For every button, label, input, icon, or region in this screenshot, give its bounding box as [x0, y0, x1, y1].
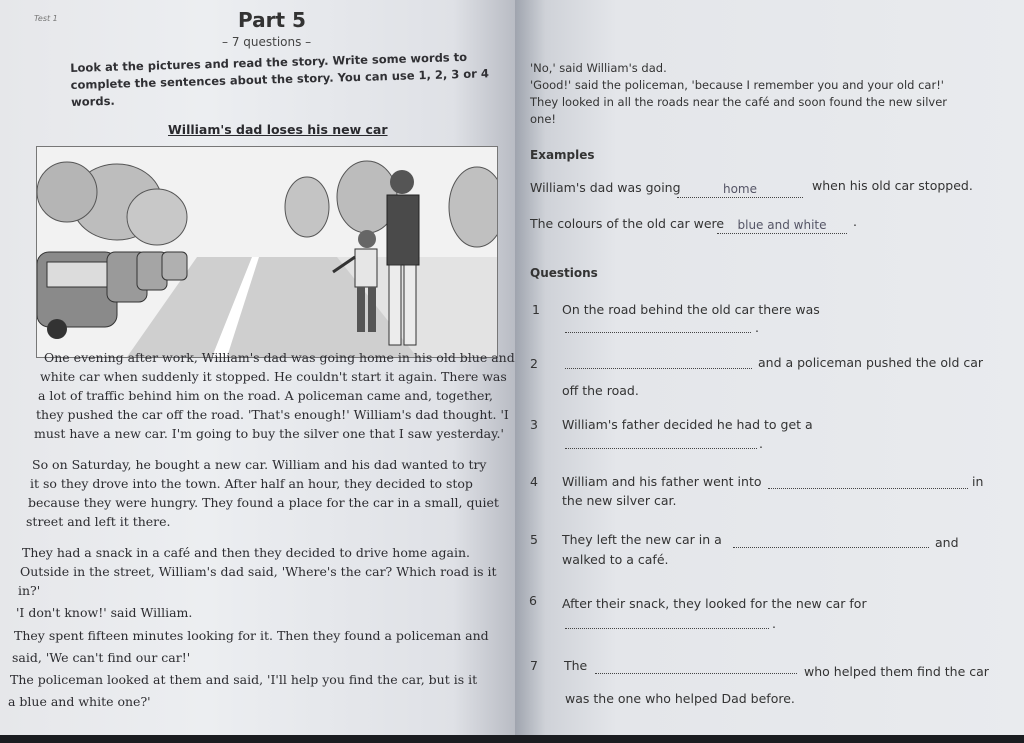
story-line: So on Saturday, he bought a new car. William and his dad wanted to try: [32, 457, 487, 472]
example-2-answer: blue and white: [737, 218, 827, 232]
question-2-answer-field[interactable]: [565, 356, 752, 369]
examples-heading: Examples: [530, 148, 595, 162]
story-line: they pushed the car off the road. 'That's enough!' William's dad thought. 'I: [36, 407, 509, 422]
question-5-text: They left the new car in a: [562, 532, 722, 547]
question-4-after: in: [972, 474, 984, 489]
question-5-after: and: [935, 535, 959, 550]
question-7-line2: was the one who helped Dad before.: [565, 691, 795, 706]
story-line: in?': [18, 583, 41, 598]
question-4-line2: the new silver car.: [562, 493, 677, 508]
questions-heading: Questions: [530, 266, 598, 280]
story-line: One evening after work, William's dad was going home in his old blue and: [44, 350, 515, 365]
story-continuation-line: 'No,' said William's dad.: [530, 61, 667, 75]
story-illustration: [36, 146, 498, 358]
left-page: [0, 0, 515, 735]
question-1-text: On the road behind the old car there was: [562, 302, 820, 317]
story-continuation-line: They looked in all the roads near the café and soon found the new silver: [530, 95, 947, 109]
story-continuation-line: 'Good!' said the policeman, 'because I remember you and your old car!': [530, 78, 944, 92]
example-2-answer-line: [717, 214, 847, 234]
question-number: 7: [530, 658, 538, 673]
story-line: a blue and white one?': [8, 694, 151, 709]
story-line: street and left it there.: [26, 514, 171, 529]
question-7-answer-field[interactable]: [595, 661, 797, 674]
question-3-text: William's father decided he had to get a: [562, 417, 813, 432]
example-1-after: when his old car stopped.: [812, 178, 973, 193]
street-scene-image: [37, 147, 497, 357]
question-7-after: who helped them find the car: [804, 664, 989, 679]
question-5-answer-field[interactable]: [733, 535, 929, 548]
header-tag: Test 1: [34, 14, 58, 23]
question-6-text: After their snack, they looked for the new car for: [562, 596, 867, 611]
story-continuation-line: one!: [530, 112, 557, 126]
example-2-text: The colours of the old car were: [530, 216, 725, 231]
question-2-line2: off the road.: [562, 383, 639, 398]
story-line: must have a new car. I'm going to buy the silver one that I saw yesterday.': [34, 426, 504, 441]
question-3-end: .: [759, 436, 763, 451]
question-4-text: William and his father went into: [562, 474, 762, 489]
question-6-end: .: [772, 616, 776, 631]
story-title: William's dad loses his new car: [168, 122, 388, 137]
question-number: 5: [530, 532, 538, 547]
example-1-answer: home: [722, 182, 758, 196]
story-line: The policeman looked at them and said, 'I'll help you find the car, but is it: [10, 672, 478, 687]
example-1-answer-line: [677, 178, 803, 198]
question-number: 4: [530, 474, 538, 489]
story-line: because they were hungry. They found a place for the car in a small, quiet: [28, 495, 499, 510]
part-subtitle: – 7 questions –: [222, 35, 312, 49]
question-4-answer-field[interactable]: [768, 476, 968, 489]
question-6-answer-field[interactable]: [565, 616, 769, 629]
example-1-text: William's dad was going: [530, 180, 681, 195]
story-line: it so they drove into the town. After half an hour, they decided to stop: [30, 476, 473, 491]
question-number: 2: [530, 356, 538, 371]
right-page: [515, 0, 1024, 735]
story-line: a lot of traffic behind him on the road. A policeman came and, together,: [38, 388, 493, 403]
question-1-end: .: [755, 320, 759, 335]
question-number: 1: [532, 302, 540, 317]
story-line: They had a snack in a café and then they decided to drive home again.: [22, 545, 470, 560]
example-2-after: .: [853, 214, 857, 229]
story-line: said, 'We can't find our car!': [12, 650, 191, 665]
question-3-answer-field[interactable]: [565, 436, 757, 449]
question-5-line2: walked to a café.: [562, 552, 669, 567]
question-2-text: and a policeman pushed the old car: [758, 355, 984, 370]
story-line: 'I don't know!' said William.: [16, 605, 193, 620]
question-number: 3: [530, 417, 538, 432]
story-line: white car when suddenly it stopped. He couldn't start it again. There was: [40, 369, 507, 384]
question-7-text: The: [564, 658, 588, 673]
part-title: Part 5: [238, 8, 306, 32]
question-number: 6: [529, 593, 537, 608]
instructions: Look at the pictures and read the story. Write some words to complete the sentences about the story. You can use 1, 2, 3 or 4 words.: [70, 49, 490, 109]
story-line: They spent fifteen minutes looking for it. Then they found a policeman and: [14, 628, 489, 643]
question-1-answer-field[interactable]: [565, 320, 751, 333]
story-line: Outside in the street, William's dad said, 'Where's the car? Which road is it: [20, 564, 497, 579]
